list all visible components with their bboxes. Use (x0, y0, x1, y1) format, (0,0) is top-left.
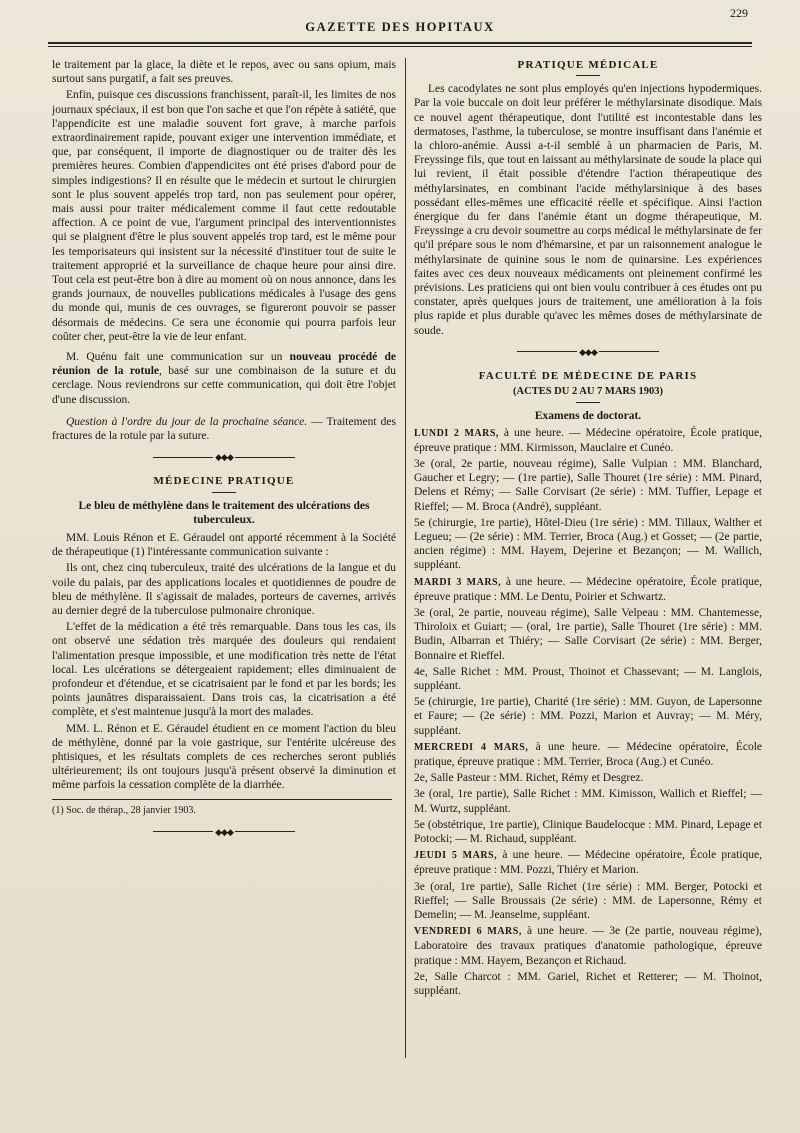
paragraph: MM. L. Rénon et E. Géraudel étudient en ce moment l'action du bleu de méthylène, donné par la voie gastrique, sur l'entérite ulcéreuse des phtisiques, et les résultats complets de ces recherches seront publiés ultérieurement; ils ont toujours jusqu'à présent observé la diminution et même parfois la cessation complète de la diarrhée. (52, 722, 396, 792)
exam-text: 2e, Salle Pasteur : MM. Richet, Rémy et Desgrez. (414, 772, 644, 785)
section-title: PRATIQUE MÉDICALE (517, 59, 659, 71)
exam-entry (414, 771, 762, 785)
exam-entry (414, 787, 762, 815)
exam-entry (414, 606, 762, 663)
exam-entry (414, 970, 762, 998)
title-rule (576, 402, 600, 403)
paragraph (52, 350, 396, 407)
exam-entry (414, 880, 762, 923)
exam-text: à une heure. — Médecine opératoire, École pratique, épreuve pratique : MM. Le Dentu, Poirier et Schwartz. (414, 575, 762, 603)
ornament-divider: ◆◆◆ (414, 344, 762, 359)
exam-day: VENDREDI 6 MARS, (414, 926, 522, 938)
exam-text: 2e, Salle Charcot : MM. Gariel, Richet et Retterer; — M. Thoinot, suppléant. (414, 970, 762, 998)
column-divider (405, 58, 406, 1058)
agenda-label: Question à l'ordre du jour de la prochaine séance. (66, 415, 308, 428)
paragraph-lead: M. Quénu fait une communication sur un (66, 351, 290, 364)
right-column (414, 58, 762, 1000)
paragraph: L'effet de la médication a été très remarquable. Dans tous les cas, ils ont observé une sédation très marquée des douleurs qui rendaient l'alimentation presque impossible, et une modification très nette de l'état local. Les ulcérations se détergeaient rapidement; elles diminuaient de profondeur et d'étendue, et se cicatrisaient par le fond et par les bords; les points jaunâtres disparaissaient. Dans trois cas, la cicatrisation a été complète, et s'est maintenue jusqu'à la mort des malades. (52, 621, 396, 719)
paragraph: Enfin, puisque ces discussions franchissent, paraît-il, les limites de nos journaux spéciaux, il est bon que l'on sache et que l'on répète à satiété, que l'appendicite est une maladie souvent fort grave, à marche parfois extraordinairement rapide, pouvant exiger une intervention immédiate, et que, par conséquent, il importe de diagnostiquer ou de traiter dès les premières heures. Combien d'appendicites ont été prises d'abord pour de simples indigestions? Il en résulte que le médecin et surtout le chirurgien sont le plus souvent appelés trop tard, non pas seulement pour opérer, mais aussi pour traiter médicalement comme il faut cette redoutable affection. A ce point de vue, l'argument principal des interventionnistes qui se plaignent d'être le plus souvent appelés trop tard, est le même pour les temporisateurs qui insistent sur la nécessité d'instituer tout de suite le traitement approprié et la surveillance de chaque heure pour ainsi dire. Tout cela est peut-être bon à dire au moment où on nous annonce, dans les grands journaux, de nouvelles publications médicales à l'usage des gens du monde qui, munis de ces ouvrages, se figureront pouvoir se passer désormais de médecins. Ce sera une économie qui pourra parfois leur coûter cher, peut-être la vie de leur enfant. (52, 89, 396, 343)
exam-entry (414, 516, 762, 573)
exam-text: 3e (oral, 2e partie, nouveau régime), Salle Vulpian : MM. Blanchard, Gaucher et Legry; — (1re partie), Salle Thouret (1re série) : MM. Pinard, Delens et Rémy; — Salle Corvisart (2e série) : MM. Tuffier, Lepage et Rieffel; — M. Broca (André), suppléant. (414, 457, 762, 513)
paragraph: MM. Louis Rénon et E. Géraudel ont apporté récemment à la Société de thérapeutique (1) l'intéressante communication suivante : (52, 531, 396, 559)
header-rule (48, 42, 752, 44)
exam-entry (414, 575, 762, 604)
exam-entry (414, 740, 762, 769)
exam-text: 5e (chirurgie, 1re partie), Hôtel-Dieu (1re série) : MM. Tillaux, Walther et Legueu; — (2e série) : MM. Terrier, Broca (Aug.) et Gosset; — (2e partie, ancien régime) : MM. Hayem, Dejerine et Bezançon; — M. Wallich, suppléant. (414, 516, 762, 572)
exam-day: LUNDI 2 MARS, (414, 427, 499, 439)
paragraph-tail: , basé sur une combinaison de la suture et du cerclage. Nous reviendrons sur cette communication, qui doit être l'objet d'une discussion. (52, 365, 396, 406)
left-column (52, 58, 396, 845)
agenda-text: — Traitement des fractures de la rotule par la suture. (52, 415, 396, 443)
exam-text: 3e (oral, 2e partie, nouveau régime), Salle Velpeau : MM. Chantemesse, Thiroloix et Guiart; — (oral, 1re partie), Salle Thouret (1re série) : MM. Budin, Albarran et Thiéry; — Salle Corvisart (2e série) : MM. Berger, Bonnaire et Rieffel. (414, 606, 762, 662)
exam-entry (414, 848, 762, 877)
paragraph: Les cacodylates ne sont plus employés qu'en injections hypodermiques. Par la voie buccale on doit leur préférer le méthylarsinate disodique. Mais ce nouvel agent thérapeutique, dont l'utilité est incontestable dans les dermatoses, l'asthme, la tuberculose, se montre insuffisant dans l'anémie et la chloro-anémie. Aussi a-t-il semblé à un pharmacien de Paris, M. Freyssinge fils, que tout en laissant au méthylarsinate de soude la place qui lui revient, il était possible d'étendre l'action thérapeutique des méthylarsinates, en combinant l'acide méthylarsinique à des bases possédant elles-mêmes une efficacité réelle et spécifique. Ainsi l'action énergique du fer dans l'anémie étant un dogme thérapeutique, M. Freyssinge a cru devoir soumettre au corps médical le méthylarsinate de fer qu'il prépare sous le nom d'hémarsine, et par un raisonnement analogue le méthylarsinate de quinine sous le nom de quinarsine. Les expériences faites avec ces deux nouveaux médicaments ont pleinement confirmé les prévisions. Les praticiens qui ont bien voulu contribuer à ces études ont pu constater, après quelques jours de traitement, une amélioration à la fois plus rapide et plus durable qu'avec les mêmes doses de méthylarsinate de soude. (414, 83, 762, 337)
exam-entry (414, 924, 762, 968)
faculty-title: FACULTÉ DE MÉDECINE DE PARIS (478, 369, 698, 382)
exam-text: à une heure. — Médecine opératoire, École pratique, épreuve pratique : MM. Kirmisson, Mauclaire et Cunéo. (414, 426, 762, 454)
section-subtitle: Le bleu de méthylène dans le traitement des ulcérations des tuberculeux. (78, 499, 370, 526)
section-title: MÉDECINE PRATIQUE (153, 475, 295, 488)
ornament-divider: ◆◆◆ (52, 824, 396, 839)
footnote-rule (52, 799, 392, 800)
agenda-note (52, 415, 396, 443)
exams-title: Examens de doctorat. (534, 410, 642, 423)
footnote: (1) Soc. de thérap., 28 janvier 1903. (52, 804, 196, 816)
exam-text: 5e (obstétrique, 1re partie), Clinique Baudelocque : MM. Pinard, Lepage et Potocki; — M. Richaud, suppléant. (414, 818, 762, 845)
exam-text: à une heure. — Médecine opératoire, École pratique, épreuve pratique : MM. Pozzi, Thiéry et Marion. (414, 849, 762, 877)
title-rule (576, 75, 600, 76)
exam-text: 3e (oral, 1re partie), Salle Richet : MM. Kimisson, Wallich et Rieffel; — M. Wurtz, suppléant. (414, 788, 762, 815)
page-number: 229 (730, 6, 748, 20)
exam-day: MARDI 3 MARS, (414, 576, 502, 588)
exam-text: à une heure. — 3e (2e partie, nouveau régime), Laboratoire des travaux pratiques d'anatomie pathologique, épreuve pratique : MM. Hayem, Bezançon et Richaud. (414, 925, 762, 967)
title-rule (212, 492, 236, 493)
exam-text: 4e, Salle Richet : MM. Proust, Thoinot et Chassevant; — M. Langlois, suppléant. (414, 665, 762, 692)
exam-day: JEUDI 5 MARS, (414, 850, 498, 862)
exam-entry (414, 665, 762, 693)
paragraph: Ils ont, chez cinq tuberculeux, traité des ulcérations de la langue et du voile du palais, par des applications locales et quotidiennes de poudre de bleu de méthylène. Il s'agissait de malades, porteurs de cavernes, arrivés au dernier degré de la tuberculose pulmonaire chronique. (52, 562, 396, 617)
exam-day: MERCREDI 4 MARS, (414, 741, 529, 753)
header-rule-thin (48, 46, 752, 47)
exam-entry (414, 695, 762, 738)
exam-list (414, 426, 762, 999)
exam-entry (414, 426, 762, 455)
exam-entry (414, 818, 762, 846)
exam-text: 3e (oral, 1re partie), Salle Richet (1re série) : MM. Berger, Potocki et Rieffel; — Salle Broussais (2e série) : MM. de Lapersonne, Rémy et Demelin; — M. Jeanselme, suppléant. (414, 880, 762, 921)
exam-text: 5e (chirurgie, 1re partie), Charité (1re série) : MM. Guyon, de Lapersonne et Faure; — (2e série) : MM. Pozzi, Marion et Auvray; — M. Méry, suppléant. (414, 696, 762, 737)
exam-entry (414, 457, 762, 514)
journal-title: GAZETTE DES HOPITAUX (305, 20, 495, 34)
paragraph-emphasis: nouveau procédé de réunion de la rotule (52, 351, 397, 378)
ornament-divider: ◆◆◆ (52, 449, 396, 464)
faculty-subtitle: (ACTES DU 2 AU 7 MARS 1903) (513, 386, 663, 398)
exam-text: à une heure. — Médecine opératoire, École pratique, épreuve pratique : MM. Terrier, Broca (Aug.) et Cunéo. (414, 740, 763, 768)
paragraph: le traitement par la glace, la diète et le repos, avec ou sans opium, mais surtout sans purgatif, a fait ses preuves. (52, 59, 396, 86)
